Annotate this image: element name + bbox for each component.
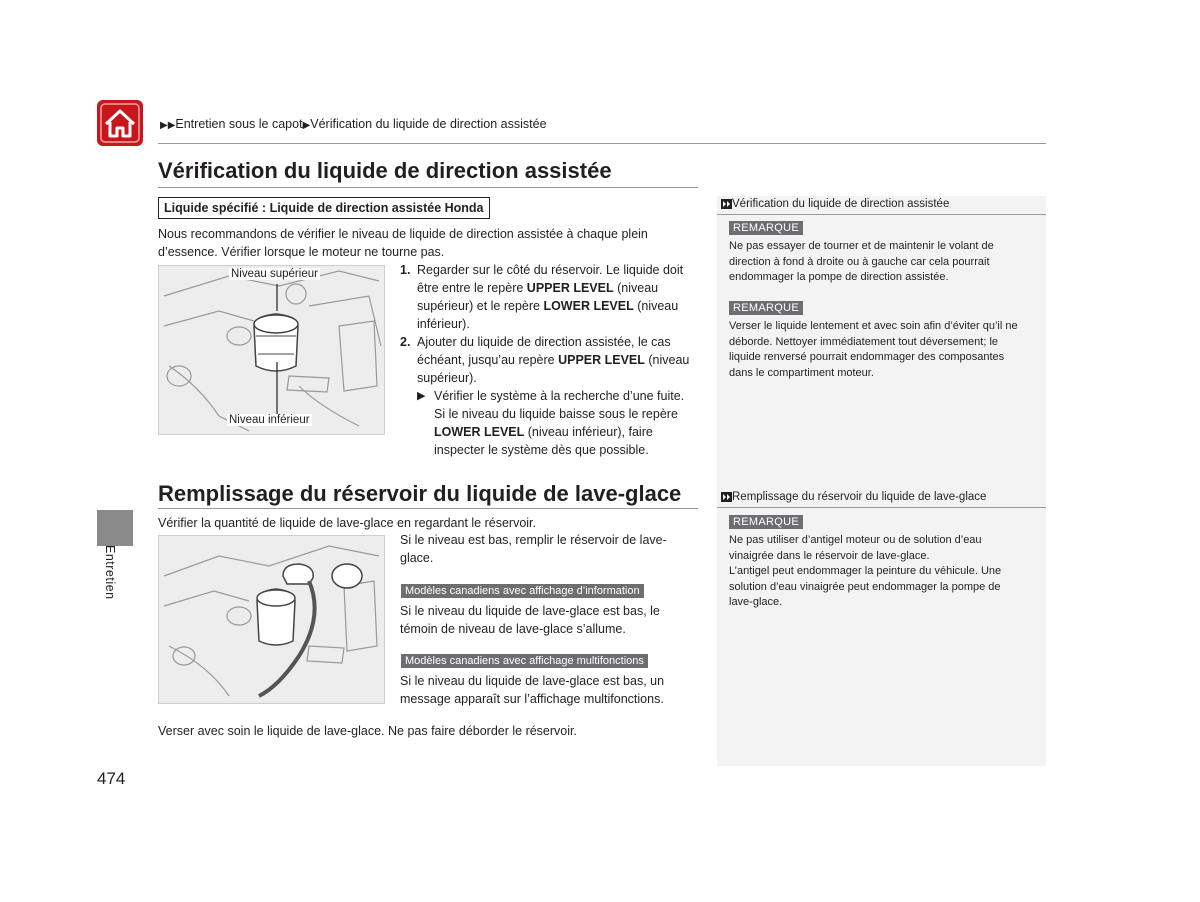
sidebar-divider bbox=[717, 507, 1046, 508]
page-number: 474 bbox=[97, 769, 126, 788]
info-display-text: Si le niveau du liquide de lave-glace est bas, le témoin de niveau de lave-glace s’allume. bbox=[400, 604, 660, 636]
breadcrumb bbox=[160, 117, 547, 131]
breadcrumb-link-maintenance[interactable]: Entretien sous le capot bbox=[175, 117, 303, 131]
triangle-arrow-icon: ▶ bbox=[417, 390, 426, 402]
arrow-icon: ▶ bbox=[302, 120, 311, 131]
title-divider bbox=[158, 187, 698, 188]
specified-fluid-box: Liquide spécifié : Liquide de direction assistée Honda bbox=[158, 197, 490, 219]
step-2-substep: ▶ Vérifier le système à la recherche d’une fuite. Si le niveau du liquide baisse sous le repère LOWER LEVEL (niveau inférieur), faire inspecter le système dès que possible. bbox=[417, 389, 685, 457]
header-divider bbox=[158, 143, 1046, 144]
intro-text: Nous recommandons de vérifier le niveau de liquide de direction assistée à chaque plein d’essence. Vérifier lorsque le moteur ne tourne pas. bbox=[158, 227, 648, 259]
sidebar-ref-washer[interactable]: Remplissage du réservoir du liquide de lave-glace bbox=[721, 491, 986, 503]
double-arrow-icon: ▶▶ bbox=[160, 120, 176, 131]
section-title-washer: Remplissage du réservoir du liquide de lave-glace bbox=[158, 481, 682, 506]
chapter-tab-label: Entretien bbox=[103, 545, 117, 600]
notice-badge: REMARQUE bbox=[729, 301, 803, 315]
sidebar-divider bbox=[717, 214, 1046, 215]
chapter-tab-marker[interactable] bbox=[97, 510, 133, 546]
notice-text-3: Ne pas utiliser d’antigel moteur ou de solution d’eau vinaigrée dans le réservoir de lave-glace. L’antigel peut endommager la peinture du véhicule. Une solution d’eau vinaigrée peut endommager la pompe de lave-glace. bbox=[729, 534, 1002, 608]
step-1: 1. Regarder sur le côté du réservoir. Le liquide doit être entre le repère UPPER LEVEL (niveau supérieur) et le repère LOWER LEVEL (niveau inférieur). bbox=[400, 263, 684, 331]
model-tag-info-display: Modèles canadiens avec affichage d’information bbox=[401, 584, 644, 598]
section-title-power-steering: Vérification du liquide de direction assistée bbox=[158, 158, 612, 183]
home-button[interactable] bbox=[97, 100, 143, 146]
washer-closing-text: Verser avec soin le liquide de lave-glace. Ne pas faire déborder le réservoir. bbox=[158, 724, 577, 738]
reference-arrow-icon bbox=[721, 199, 732, 209]
washer-instructions: Si le niveau est bas, remplir le réservoir de lave- glace. bbox=[400, 533, 667, 565]
notice-badge: REMARQUE bbox=[729, 221, 803, 235]
washer-intro-text: Vérifier la quantité de liquide de lave-glace en regardant le réservoir. bbox=[158, 516, 537, 530]
notice-text-1: Ne pas essayer de tourner et de maintenir le volant de direction à fond à droite ou à gauche car cela pourrait endommager la pompe de direction assistée. bbox=[729, 240, 994, 283]
notice-badge: REMARQUE bbox=[729, 515, 803, 529]
step-2: 2. Ajouter du liquide de direction assistée, le cas échéant, jusqu’au repère UPPER LEVEL (niveau supérieur). ▶ Vérifier le système à la recherche d’une fuite. Si le niveau du liquide baisse sous le repère LOWER LEVEL (niveau inférieur), faire inspecter le système dès que possible. bbox=[400, 333, 700, 459]
reference-arrow-icon bbox=[721, 492, 732, 502]
notice-text-2: Verser le liquide lentement et avec soin afin d’éviter qu’il ne déborde. Nettoyer immédiatement tout déversement; le liquide renversé pourrait endommager des composantes dans le compartiment moteur. bbox=[729, 320, 1018, 379]
lower-level-label: Niveau inférieur bbox=[229, 414, 310, 426]
home-icon bbox=[97, 100, 143, 146]
multi-display-text: Si le niveau du liquide de lave-glace est bas, un message apparaît sur l’affichage multifonctions. bbox=[400, 674, 665, 706]
breadcrumb-current: Vérification du liquide de direction assistée bbox=[310, 117, 547, 131]
washer-reservoir-image bbox=[158, 535, 385, 704]
upper-level-label: Niveau supérieur bbox=[231, 268, 318, 280]
sidebar-ref-power-steering[interactable]: Vérification du liquide de direction assistée bbox=[721, 198, 949, 210]
steps-list bbox=[400, 261, 700, 459]
model-tag-multi-display: Modèles canadiens avec affichage multifonctions bbox=[401, 654, 648, 668]
title-divider bbox=[158, 508, 698, 509]
power-steering-reservoir-image bbox=[158, 265, 385, 435]
